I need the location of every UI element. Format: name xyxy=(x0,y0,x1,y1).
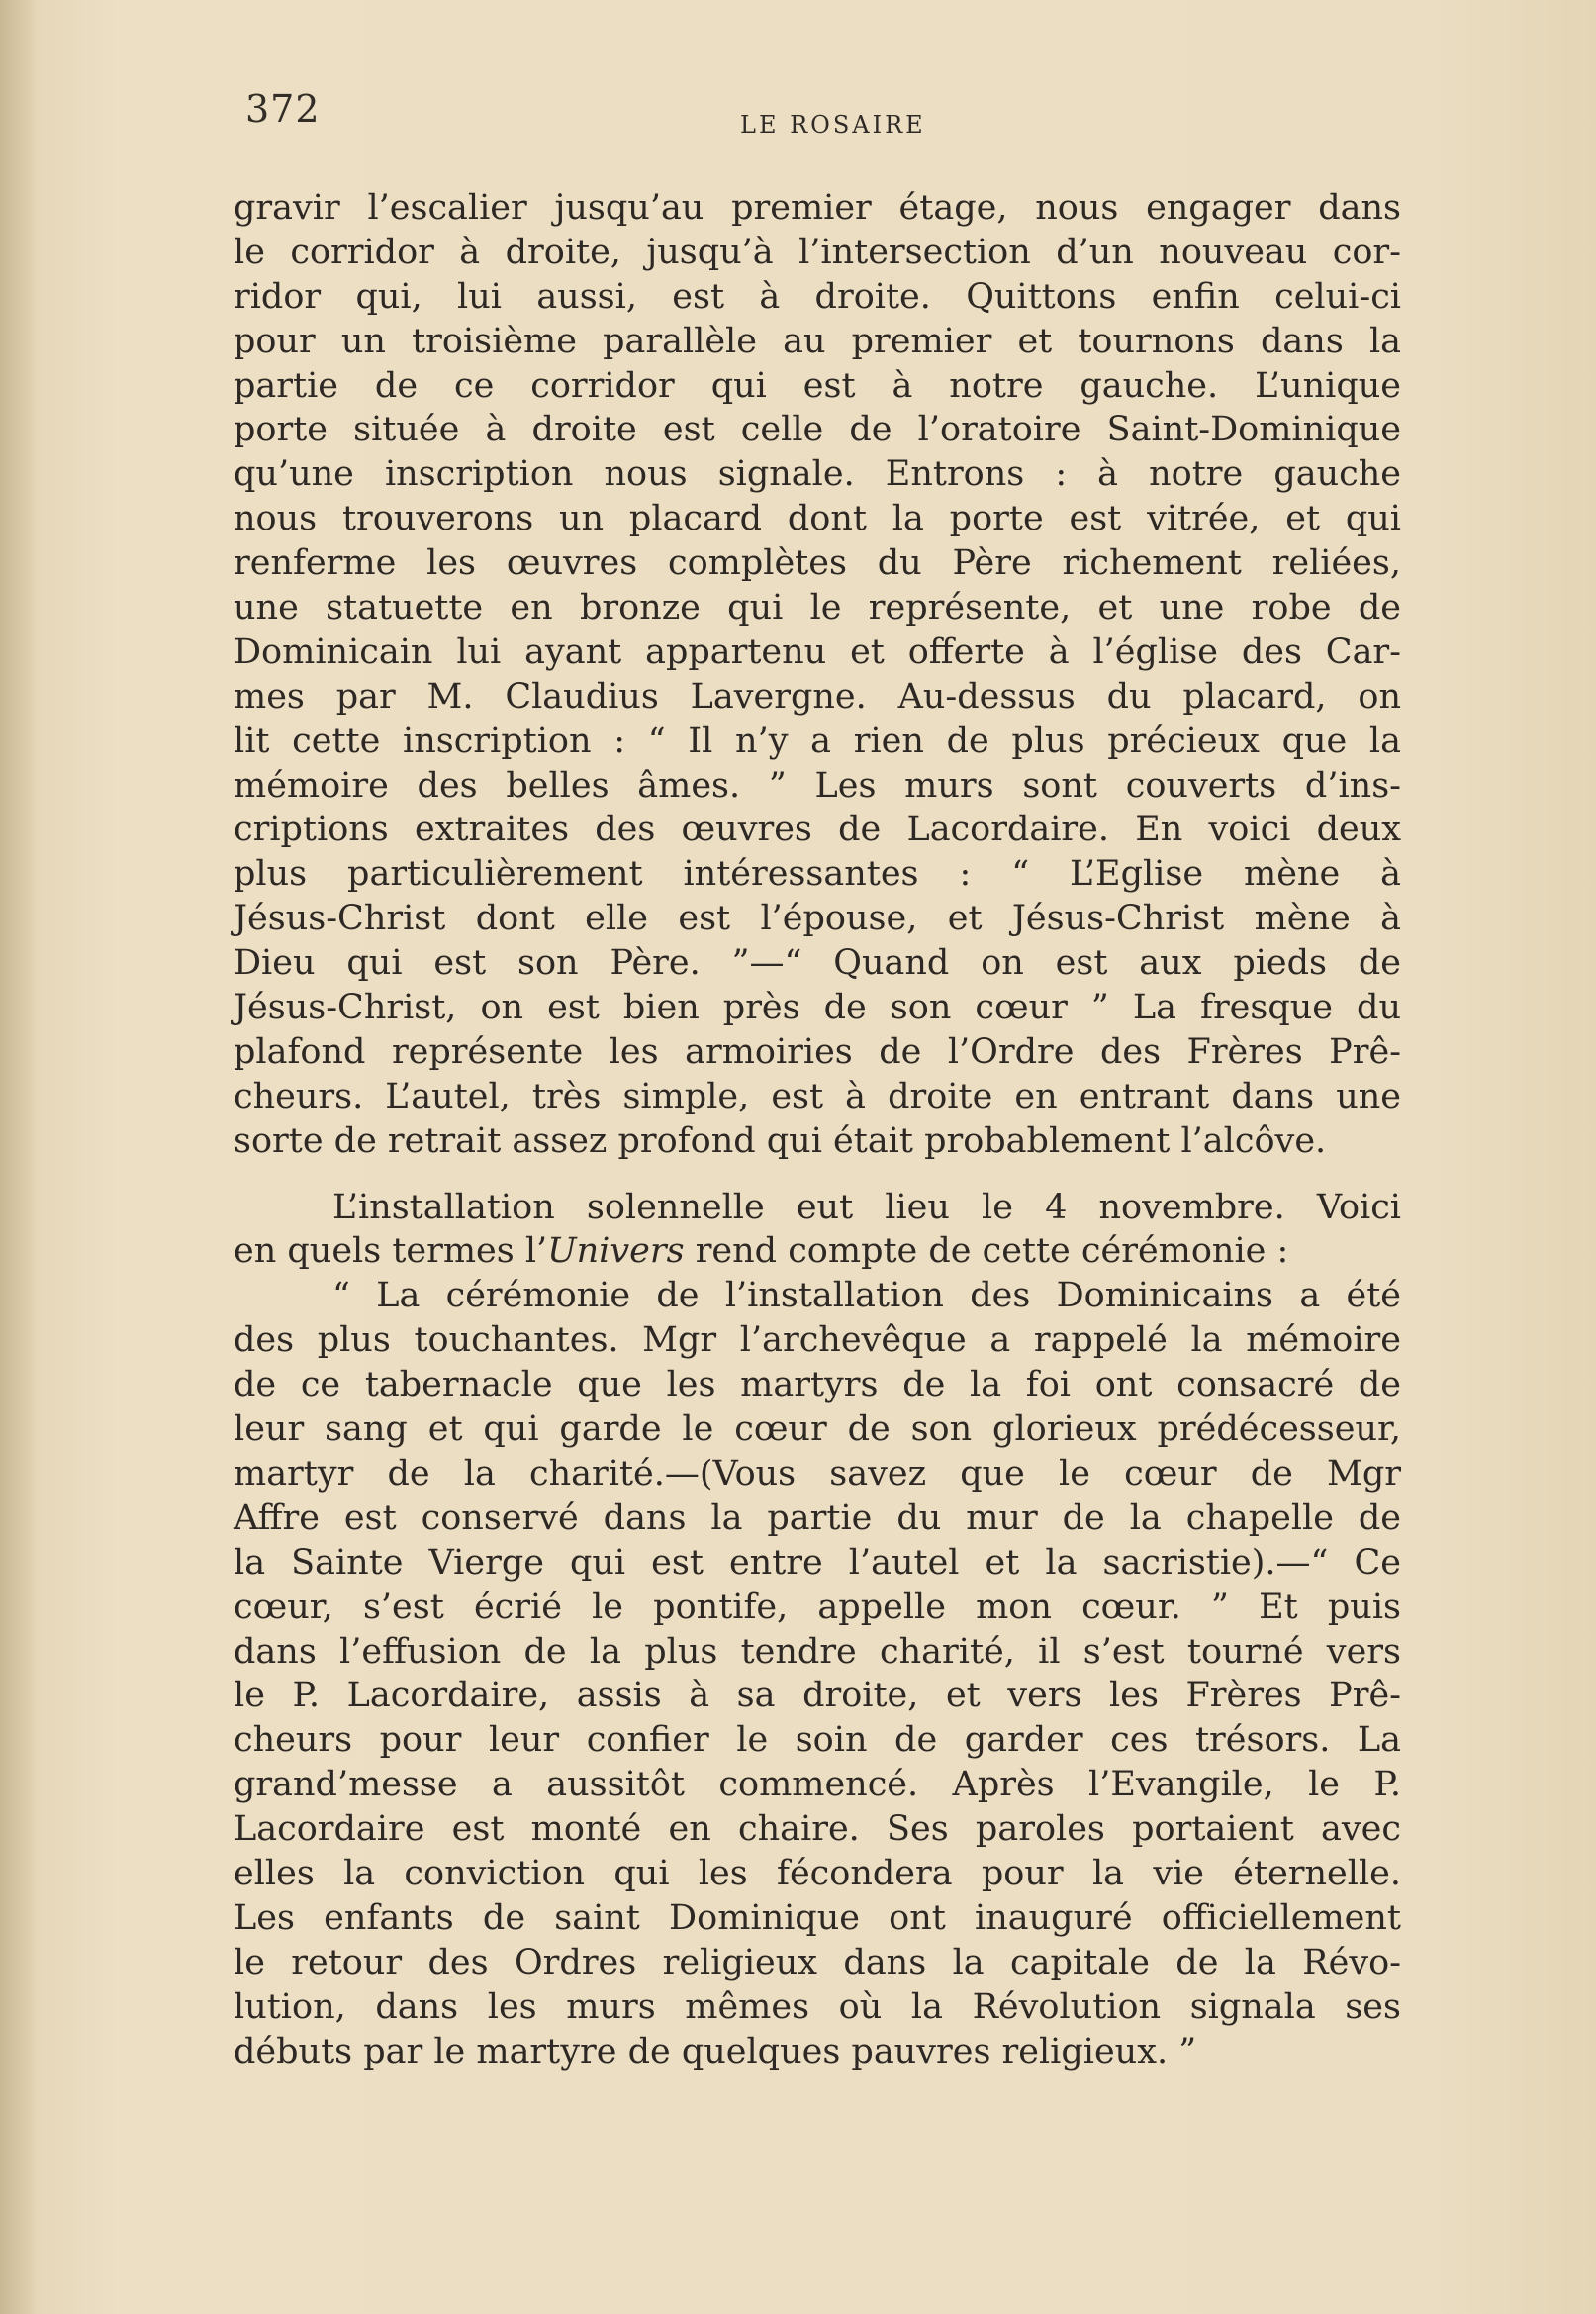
text-line: porte située à droite est celle de l’oratoire Saint-Dominique xyxy=(234,410,1401,450)
text-line: gravir l’escalier jusqu’au premier étage, nous engager dans xyxy=(234,188,1401,228)
text-line: Jésus-Christ, on est bien près de son cœur ” La fresque du xyxy=(234,988,1401,1028)
paragraph-3-quotation xyxy=(234,1274,1401,2073)
text-line xyxy=(234,1229,1401,1274)
text-line: nous trouverons un placard dont la porte est vitrée, et qui xyxy=(234,499,1401,539)
text-line: le corridor à droite, jusqu’à l’intersection d’un nouveau cor- xyxy=(234,232,1401,272)
text-line: Les enfants de saint Dominique ont inauguré officiellement xyxy=(234,1897,1401,1938)
text-line: débuts par le martyre de quelques pauvres religieux. ” xyxy=(234,2031,1197,2072)
text-line: partie de ce corridor qui est à notre gauche. L’unique xyxy=(234,365,1401,406)
text-line: le retour des Ordres religieux dans la capitale de la Révo- xyxy=(234,1942,1401,1982)
text-line: criptions extraites des œuvres de Lacordaire. En voici deux xyxy=(234,810,1401,850)
text-line: leur sang et qui garde le cœur de son glorieux prédécesseur, xyxy=(234,1409,1401,1450)
page-binding-edge xyxy=(0,0,36,2314)
text-fragment: en quels termes l’ xyxy=(234,1231,548,1272)
text-line: Jésus-Christ dont elle est l’épouse, et Jésus-Christ mène à xyxy=(234,899,1401,939)
text-line: plafond représente les armoiries de l’Ordre des Frères Prê- xyxy=(234,1031,1401,1072)
running-head: LE ROSAIRE xyxy=(740,111,926,139)
text-line: sorte de retrait assez profond qui était probablement l’alcôve. xyxy=(234,1120,1327,1161)
text-line: le P. Lacordaire, assis à sa droite, et vers les Frères Prê- xyxy=(234,1676,1401,1716)
text-fragment: rend compte de cette cérémonie : xyxy=(684,1231,1289,1272)
text-line: ridor qui, lui aussi, est à droite. Quittons enfin celui-ci xyxy=(234,276,1401,317)
text-line: plus particulièrement intéressantes : “ L’Eglise mène à xyxy=(234,854,1401,895)
text-line: Dieu qui est son Père. ”—“ Quand on est aux pieds de xyxy=(234,943,1401,984)
text-line: Lacordaire est monté en chaire. Ses paroles portaient avec xyxy=(234,1809,1401,1850)
text-line: Dominicain lui ayant appartenu et offerte à l’église des Car- xyxy=(234,631,1401,672)
page-number: 372 xyxy=(245,87,321,131)
paragraph-2 xyxy=(234,1186,1401,1275)
text-line: des plus touchantes. Mgr l’archevêque a rappelé la mémoire xyxy=(234,1320,1401,1361)
text-line: cœur, s’est écrié le pontife, appelle mon cœur. ” Et puis xyxy=(234,1587,1401,1627)
text-line: cheurs pour leur confier le soin de garder ces trésors. La xyxy=(234,1720,1401,1761)
text-line: mes par M. Claudius Lavergne. Au-dessus du placard, on xyxy=(234,676,1401,717)
text-line: pour un troisième parallèle au premier et tournons dans la xyxy=(234,321,1401,361)
text-line: qu’une inscription nous signale. Entrons : à notre gauche xyxy=(234,454,1401,495)
body-text xyxy=(234,186,1401,2073)
paragraph-1 xyxy=(234,186,1401,1164)
text-line: lution, dans les murs mêmes où la Révolution signala ses xyxy=(234,1986,1401,2027)
text-line: grand’messe a aussitôt commencé. Après l’Evangile, le P. xyxy=(234,1765,1401,1805)
text-line: la Sainte Vierge qui est entre l’autel et la sacristie).—“ Ce xyxy=(234,1542,1401,1583)
paragraph-gap xyxy=(234,1164,1401,1186)
page-header xyxy=(235,87,1403,146)
text-line: L’installation solennelle eut lieu le 4 novembre. Voici xyxy=(332,1187,1401,1227)
text-line: cheurs. L’autel, très simple, est à droite en entrant dans une xyxy=(234,1076,1401,1116)
text-line: de ce tabernacle que les martyrs de la foi ont consacré de xyxy=(234,1365,1401,1405)
text-line: lit cette inscription : “ Il n’y a rien de plus précieux que la xyxy=(234,721,1401,761)
text-line: une statuette en bronze qui le représente, et une robe de xyxy=(234,588,1401,628)
text-line: elles la conviction qui les fécondera pour la vie éternelle. xyxy=(234,1853,1401,1893)
text-line: “ La cérémonie de l’installation des Dominicains a été xyxy=(332,1276,1401,1316)
text-line: dans l’effusion de la plus tendre charité, il s’est tourné vers xyxy=(234,1631,1401,1672)
text-line: martyr de la charité.—(Vous savez que le cœur de Mgr xyxy=(234,1453,1401,1494)
text-line: mémoire des belles âmes. ” Les murs sont couverts d’ins- xyxy=(234,765,1401,806)
text-line: Affre est conservé dans la partie du mur de la chapelle de xyxy=(234,1497,1401,1538)
text-line: renferme les œuvres complètes du Père richement reliées, xyxy=(234,543,1401,584)
newspaper-title: Univers xyxy=(547,1231,685,1272)
